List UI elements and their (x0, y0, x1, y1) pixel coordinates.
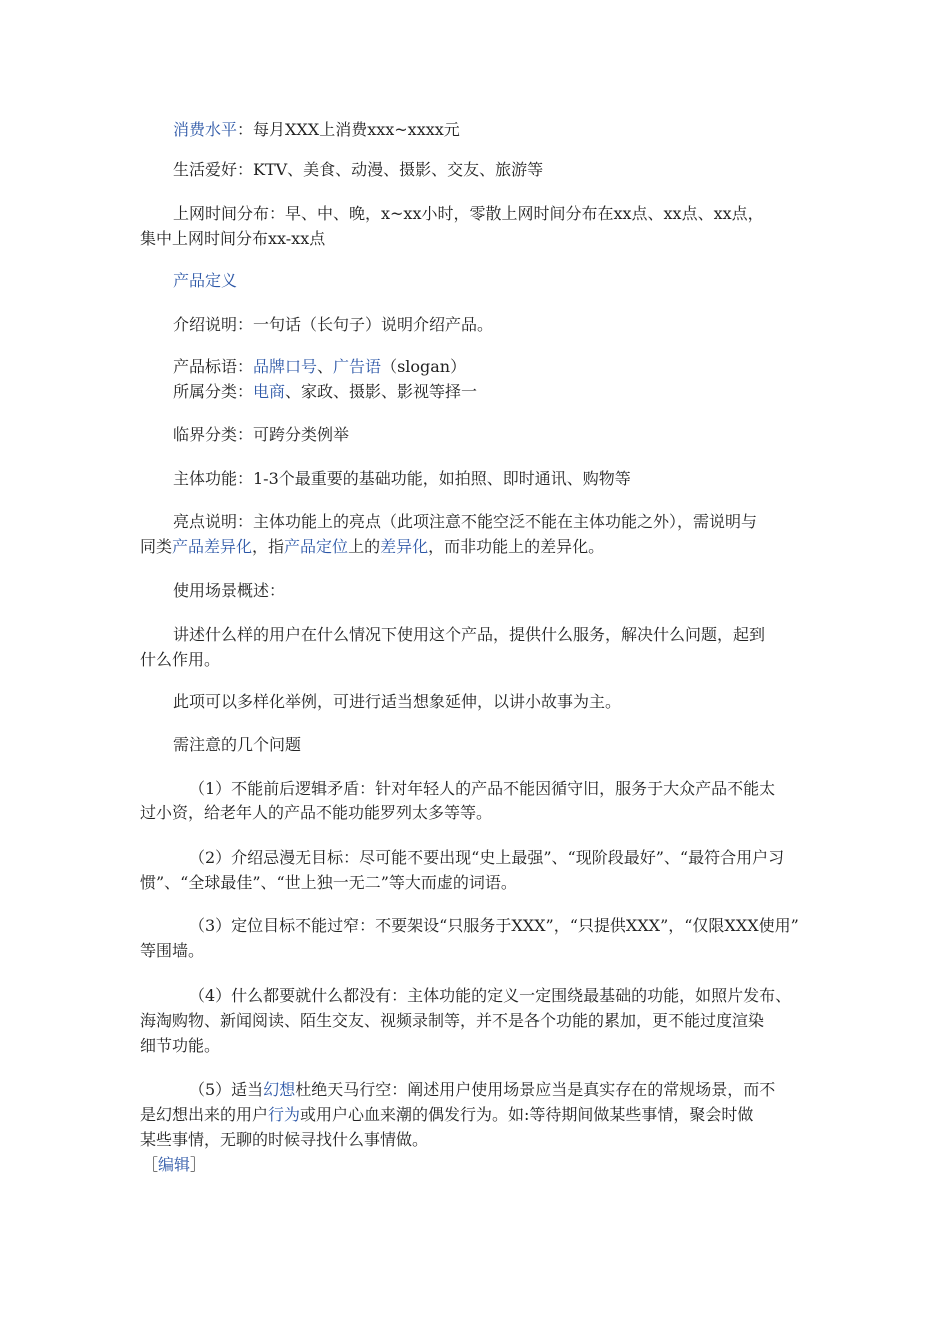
online-line-2: 集中上网时间分布xx-xx点 (140, 229, 326, 248)
main-function-line: 主体功能：1-3个最重要的基础功能，如拍照、即时通讯、购物等 (173, 469, 631, 488)
slogan-line (140, 354, 845, 380)
slogan-sep: 、 (317, 357, 334, 376)
notice-5-text-b: 杜绝天马行空：阐述用户使用场景应当是真实存在的常规场景，而不 (295, 1080, 776, 1099)
edit-section (142, 1152, 814, 1178)
scene-desc-line-2: 什么作用。 (140, 650, 221, 669)
highlight-line-2 (140, 534, 812, 560)
notice-5-line-3: 某些事情，无聊的时候寻找什么事情做。 (140, 1130, 429, 1149)
highlight-text-d: ，而非功能上的差异化。 (428, 537, 605, 556)
diverse-line: 此项可以多样化举例，可进行适当想象延伸，以讲小故事为主。 (173, 692, 622, 711)
highlight-text-b: ，指 (252, 537, 285, 556)
consume-level (140, 117, 845, 143)
notice-5-line-2 (140, 1102, 812, 1128)
notice-3-line-2: 等围墙。 (140, 941, 205, 960)
highlight-text-a: 同类 (140, 537, 173, 556)
consume-level-link[interactable]: 消费水平 (173, 120, 238, 139)
notice-5-line-1 (140, 1077, 861, 1103)
slogan-suffix: （slogan） (381, 357, 467, 376)
boundary-line: 临界分类：可跨分类例举 (173, 425, 350, 444)
product-definition-heading[interactable] (140, 268, 845, 294)
notice-4-line-1: （4）什么都要就什么都没有：主体功能的定义一定围绕最基础的功能，如照片发布、 (189, 986, 792, 1005)
scene-desc-line-1: 讲述什么样的用户在什么情况下使用这个产品，提供什么服务，解决什么问题，起到 (173, 625, 766, 644)
notice-5-text-d: 或用户心血来潮的偶发行为。如:等待期间做某些事情，聚会时做 (300, 1105, 754, 1124)
product-differentiation-link[interactable]: 产品差异化 (172, 537, 253, 556)
product-positioning-link[interactable]: 产品定位 (284, 537, 349, 556)
differentiation-link[interactable]: 差异化 (380, 537, 429, 556)
category-suffix: 、家政、摄影、影视等择一 (285, 382, 478, 401)
edit-bracket-close: ］ (190, 1155, 207, 1174)
ecommerce-link[interactable]: 电商 (253, 382, 286, 401)
notice-title: 需注意的几个问题 (173, 735, 302, 754)
notice-5-text-c: 是幻想出来的用户 (140, 1105, 269, 1124)
online-line-1: 上网时间分布：早、中、晚，x~xx小时，零散上网时间分布在xx点、xx点、xx点， (173, 204, 764, 223)
brand-slogan-link[interactable]: 品牌口号 (253, 357, 318, 376)
notice-1-line-2: 过小资，给老年人的产品不能功能罗列太多等等。 (140, 803, 493, 822)
ad-slogan-link[interactable]: 广告语 (333, 357, 382, 376)
hobby-line: 生活爱好：KTV、美食、动漫、摄影、交友、旅游等 (173, 160, 544, 179)
edit-bracket-open: ［ (142, 1155, 159, 1174)
category-prefix: 所属分类： (173, 382, 254, 401)
highlight-text-c: 上的 (348, 537, 381, 556)
notice-2-line-2: 惯”、“全球最佳”、“世上独一无二”等大而虚的词语。 (140, 873, 517, 892)
notice-3-line-1: （3）定位目标不能过窄：不要架设“只服务于XXX”，“只提供XXX”，“仅限XXX使用” (189, 916, 799, 935)
edit-link[interactable]: 编辑 (158, 1155, 191, 1174)
notice-4-line-2: 海淘购物、新闻阅读、陌生交友、视频录制等，并不是各个功能的累加，更不能过度渲染 (140, 1011, 765, 1030)
intro-line: 介绍说明：一句话（长句子）说明介绍产品。 (173, 315, 494, 334)
highlight-line-1: 亮点说明：主体功能上的亮点（此项注意不能空泛不能在主体功能之外），需说明与 (173, 512, 758, 531)
notice-5-text-a: （5）适当 (189, 1080, 264, 1099)
behavior-link[interactable]: 行为 (268, 1105, 301, 1124)
fantasy-link[interactable]: 幻想 (263, 1080, 296, 1099)
consume-level-text: ：每月XXX上消费xxx~xxxx元 (237, 120, 460, 139)
slogan-prefix: 产品标语： (173, 357, 254, 376)
notice-1-line-1: （1）不能前后逻辑矛盾：针对年轻人的产品不能因循守旧，服务于大众产品不能太 (189, 779, 776, 798)
category-line (140, 379, 845, 405)
scene-title: 使用场景概述： (173, 581, 286, 600)
notice-2-line-1: （2）介绍忌漫无目标：尽可能不要出现“史上最强”、“现阶段最好”、“最符合用户习 (189, 848, 785, 867)
product-definition-link[interactable]: 产品定义 (173, 271, 238, 290)
notice-4-line-3: 细节功能。 (140, 1036, 221, 1055)
